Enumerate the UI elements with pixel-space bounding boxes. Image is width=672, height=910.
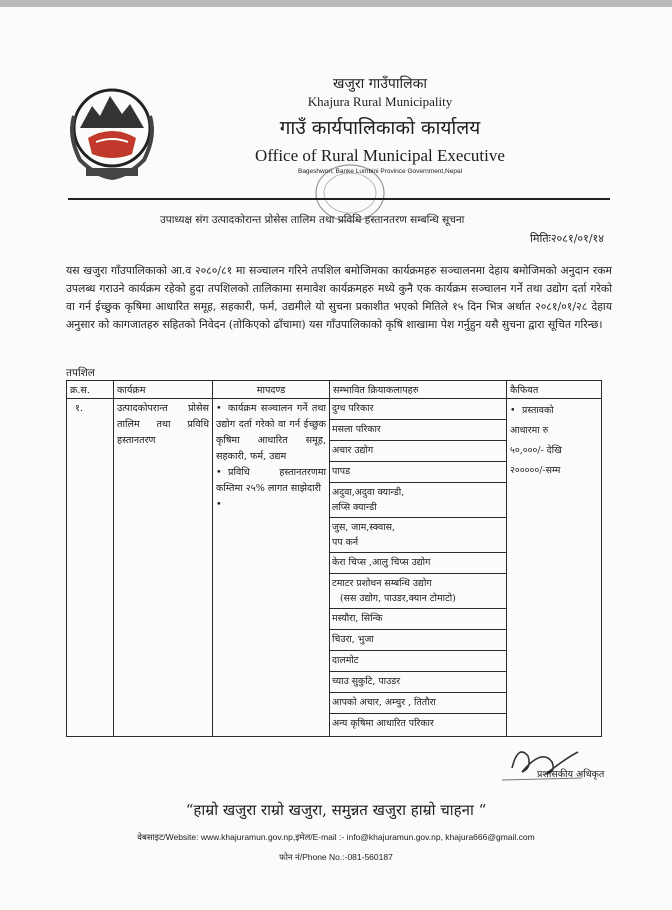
signature-icon bbox=[482, 738, 605, 788]
header-remarks: कैफियत bbox=[507, 381, 602, 399]
office-address: Bageshwori, Banke Lumbini Province Government,Nepal bbox=[297, 168, 463, 175]
criteria-item: • bbox=[216, 499, 222, 510]
activities-list bbox=[330, 399, 506, 734]
criteria-item: • प्रविधि हस्तानतरणमा कम्तिमा २५% लागत साझेदारी bbox=[216, 467, 326, 494]
list-item: आपको अचार, अम्चुर , तितौरा bbox=[330, 693, 506, 714]
row-sn: १. bbox=[67, 399, 114, 737]
list-item: अचार उद्योग bbox=[330, 441, 506, 462]
footer-contact: वेबसाइट/Website: www.khajuramun.gov.np,इमेल/E-mail :- info@khajuramun.gov.np, khajura666@gmail.com bbox=[137, 832, 535, 842]
municipality-name-en: Khajura Rural Municipality bbox=[307, 94, 453, 109]
list-item: मस्यौरा, सिन्कि bbox=[330, 609, 506, 630]
notice-subject: उपाध्यक्ष संग उत्पादकोरान्त प्रोसेस तालिम तथा प्रविधि हस्तानतरण सम्बन्धि सूचना bbox=[160, 214, 465, 226]
row-activities bbox=[330, 399, 507, 737]
list-item: अदुवा,अदुवा क्यान्डी, लप्सि क्यान्डी bbox=[330, 483, 506, 518]
list-item: टमाटर प्रशोधन सम्बन्धि उद्योग (सस उद्योग, पाउडर,क्यान टोमाटो) bbox=[330, 574, 506, 609]
office-name-en: Office of Rural Municipal Executive bbox=[255, 146, 505, 165]
list-item: पापड bbox=[330, 462, 506, 483]
criteria-item: • कार्यक्रम सञ्चालन गर्ने तथा उद्योग दर्ता गरेको वा गर्न ईच्छुक कृषिमा आधारित समूह, सहकारी, फर्म, उद्यम bbox=[216, 403, 326, 462]
list-item: च्याउ सुकुटि, पाउडर bbox=[330, 672, 506, 693]
tapsil-label: तपशिल bbox=[66, 367, 95, 379]
program-table bbox=[66, 380, 602, 737]
footer-slogan: “हाम्रो खजुरा राम्रो खजुरा, समुन्नत खजुरा हाम्रो चाहना “ bbox=[185, 801, 487, 819]
remarks-line: • प्रस्तावको bbox=[510, 405, 554, 416]
list-item: जुस, जाम,स्क्वास, पप कर्न bbox=[330, 518, 506, 553]
notice-body: यस खजुरा गाँउपालिकाको आ.व २०८०/८१ मा सञ्चालन गरिने तपशिल बमोजिमका कार्यक्रमहरु सञ्चालनमा देहाय बमोजिमको अनुदान रकम उपलब्ध गराउने कार्यक्रम रहेको हुदा तपशिलको तालिकामा समावेश कार्यक्रमहरु मध्ये कुनै एक कार्यक्रम सञ्चालन गर्ने तथा उद्योग दर्ता गरेको वा गर्न ईच्छुक कृषिमा आधारित समूह, सहकारी, फर्म, उद्यमीले यो सुचना प्रकाशीत भएको मितिले १५ दिन भित्र अर्थात २०८१/०१/२८ देहाय अनुसार को कागजातहरु सहितको निवेदन (तोकिएको ढाँचामा) यस गाँउपालिकाको कृषि शाखामा पेश गर्नुहुन यसै सुचना द्वारा सूचित गरिन्छ। bbox=[66, 264, 612, 331]
top-bar bbox=[0, 0, 672, 7]
list-item: दालमोट bbox=[330, 651, 506, 672]
remarks-line: २०००००/-सम्म bbox=[510, 465, 561, 476]
list-item: दुग्ध परिकार bbox=[330, 399, 506, 420]
header-criteria: मापदण्ड bbox=[213, 381, 330, 399]
remarks-line: ५०,०००/- देखि bbox=[510, 445, 562, 456]
remarks-line: आधारमा रु bbox=[510, 425, 549, 436]
nepal-emblem-icon bbox=[66, 76, 158, 186]
table-row bbox=[67, 399, 602, 737]
municipality-name-np: खजुरा गाउँपालिका bbox=[333, 76, 427, 92]
row-criteria bbox=[213, 399, 330, 737]
row-remarks bbox=[507, 399, 602, 737]
list-item: मसला परिकार bbox=[330, 420, 506, 441]
header-program: कार्यक्रम bbox=[114, 381, 213, 399]
row-program: उत्पादकोपरान्त प्रोसेस तालिम तथा प्रविधि हस्तानतरण bbox=[114, 399, 213, 737]
header-sn: क्र.स. bbox=[67, 381, 114, 399]
list-item: केरा चिप्स ,आलु चिप्स उद्योग bbox=[330, 553, 506, 574]
signatory-title: प्रशासकीय अधिकृत bbox=[537, 769, 605, 780]
table-header-row bbox=[67, 381, 602, 399]
list-item: अन्य कृषिमा आधारित परिकार bbox=[332, 718, 434, 729]
header-divider bbox=[68, 198, 610, 200]
list-item: चिउरा, भुजा bbox=[330, 630, 506, 651]
header-activities: सम्भावित क्रियाकलापहरु bbox=[330, 381, 507, 399]
office-name-np: गाउँ कार्यपालिकाको कार्यालय bbox=[279, 117, 481, 139]
footer-phone: फोन नं/Phone No.:-081-560187 bbox=[279, 852, 393, 862]
notice-date: मितिः२०८१/०१/१४ bbox=[530, 232, 604, 245]
